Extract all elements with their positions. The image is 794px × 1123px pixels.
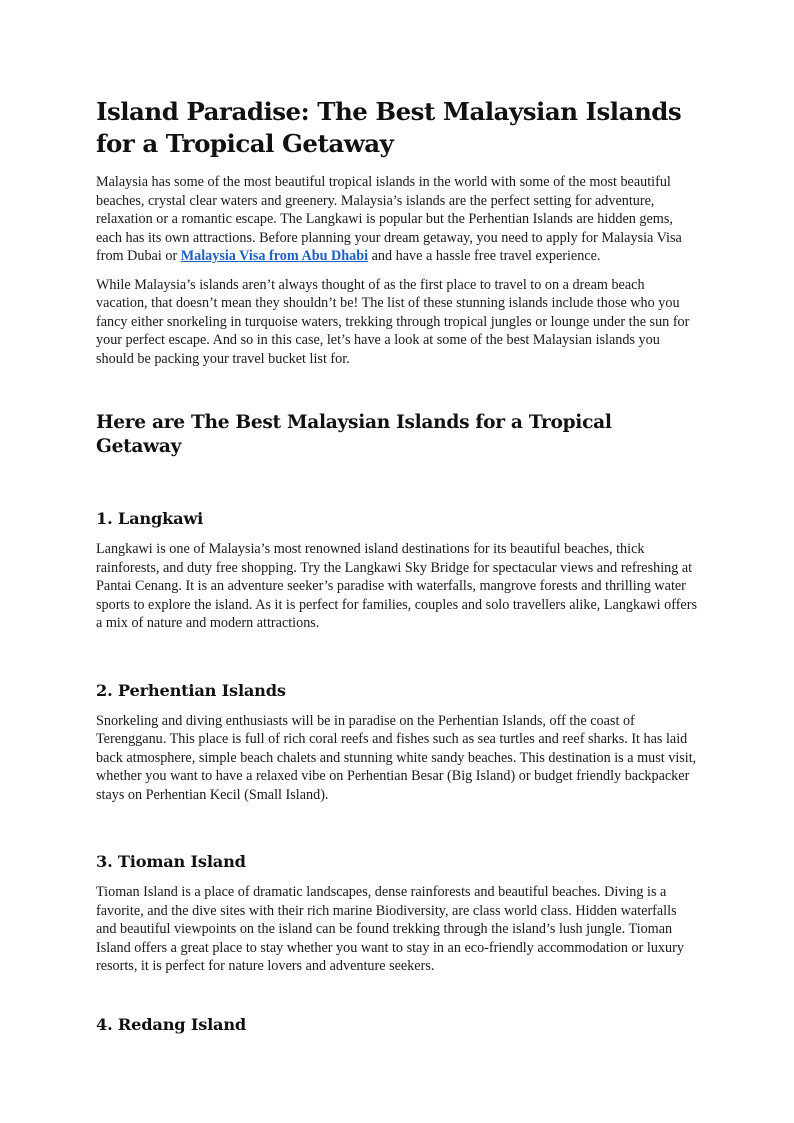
section-body-perhentian: Snorkeling and diving enthusiasts will be in paradise on the Perhentian Islands, off the coast of Terengganu. This place is full of rich coral reefs and fishes such as sea turtles and reef sharks. It has laid back atmosphere, simple beach chalets and stunning white sandy beaches. This destination is a must visit, whether you want to have a relaxed vibe on Perhentian Besar (Big Island) or budget friendly backpacker stays on Perhentian Kecil (Small Island).	[96, 712, 697, 803]
section-title-langkawi: 1. Langkawi	[96, 509, 204, 528]
section-title-tioman: 3. Tioman Island	[96, 852, 246, 871]
section-body-tioman: Tioman Island is a place of dramatic landscapes, dense rainforests and beautiful beaches. Diving is a favorite, and the dive sites with their rich marine Biodiversity, are class world class. Hidden waterfalls and beautiful viewpoints on the island can be found trekking through the island’s lush jungle. Tioman Island offers a great place to stay whether you want to stay in an eco-friendly accommodation or luxury resorts, it is perfect for nature lovers and adventure seekers.	[96, 884, 684, 974]
intro-text-after-link: and have a hassle free travel experience.	[368, 248, 601, 264]
malaysia-visa-abu-dhabi-link[interactable]: Malaysia Visa from Abu Dhabi	[180, 248, 369, 264]
intro-paragraph-1	[96, 173, 698, 266]
main-heading: Here are The Best Malaysian Islands for a Tropical Getaway	[96, 412, 612, 457]
intro-paragraph-2: While Malaysia’s islands aren’t always thought of as the first place to travel to on a dream beach vacation, that doesn’t mean they shouldn’t be! The list of these stunning islands include those who you fancy either snorkeling in turquoise waters, trekking through tropical jungles or lounge under the sun for your perfect escape. And so in this case, let’s have a look at some of the best Malaysian islands you should be packing your travel bucket list for.	[96, 276, 690, 367]
page-title: Island Paradise: The Best Malaysian Islands for a Tropical Getaway	[96, 97, 682, 158]
section-title-perhentian: 2. Perhentian Islands	[96, 680, 286, 700]
intro-text-before-link: Malaysia has some of the most beautiful tropical islands in the world with some of the most beautiful beaches, crystal clear waters and greenery. Malaysia’s islands are the perfect setting for adventure, relaxation or a romantic escape. The Langkawi is popular but the Perhentian Islands are hidden gems, each has its own attractions. Before planning your dream getaway, you need to apply for Malaysia Visa from Dubai or	[96, 174, 682, 264]
section-title-redang: 4. Redang Island	[96, 1014, 247, 1034]
document-page	[96, 96, 698, 1036]
section-body-langkawi: Langkawi is one of Malaysia’s most renowned island destinations for its beautiful beaches, thick rainforests, and duty free shopping. Try the Langkawi Sky Bridge for spectacular views and refreshing at Pantai Cenang. It is an adventure seeker’s paradise with waterfalls, mangrove forests and thrilling water sports to explore the island. As it is perfect for families, couples and solo travellers alike, Langkawi offers a mix of nature and modern attractions.	[96, 541, 697, 631]
